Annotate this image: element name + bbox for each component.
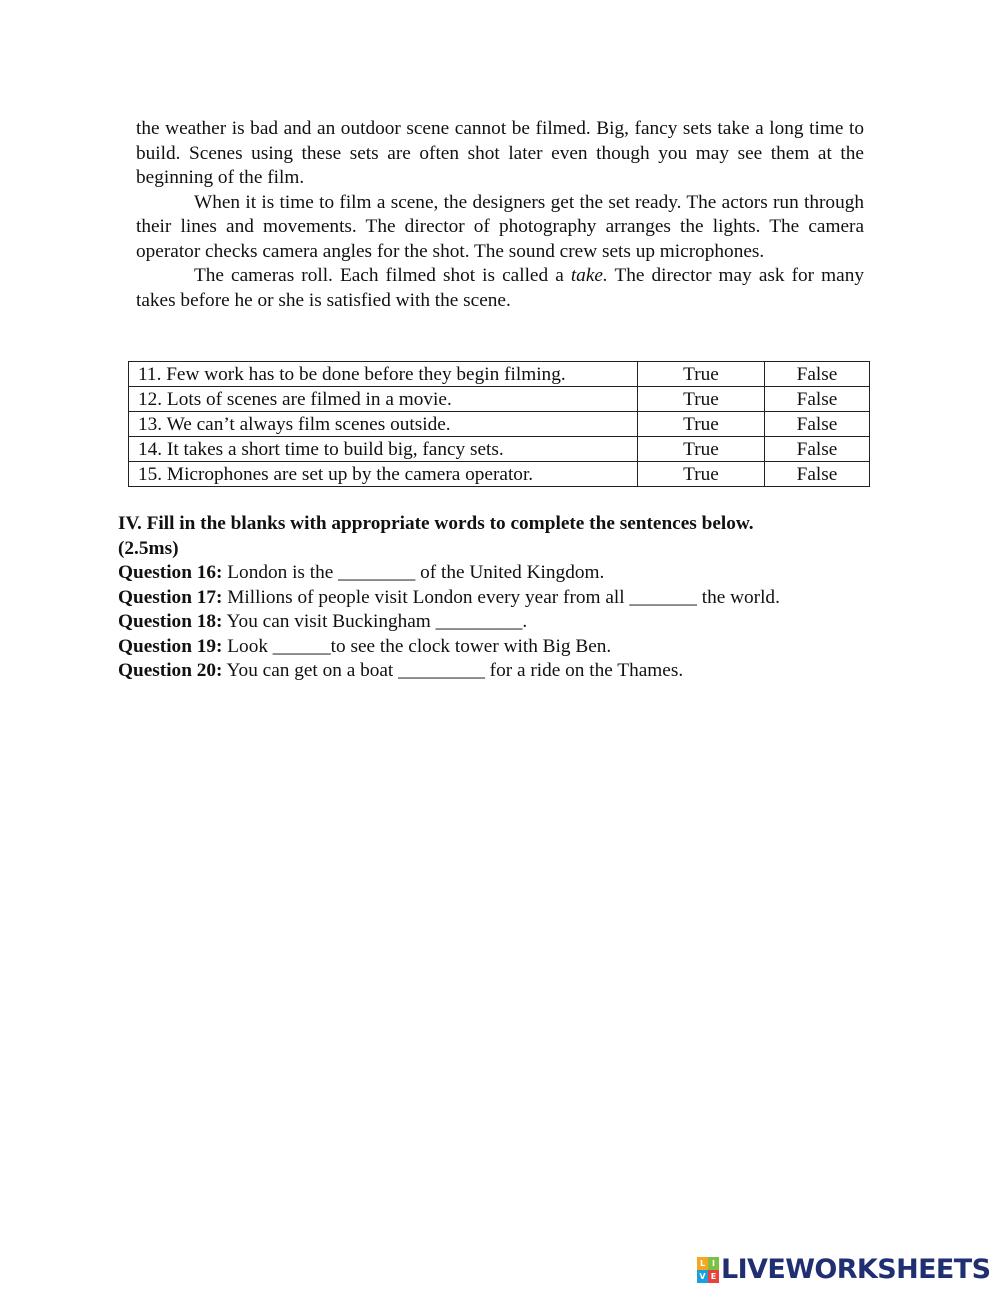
section-heading: IV. Fill in the blanks with appropriate words to complete the sentences below. xyxy=(118,513,754,534)
fill-in-blanks-section xyxy=(118,512,878,684)
false-option-14[interactable]: False xyxy=(765,437,870,462)
passage-paragraph-1: the weather is bad and an outdoor scene cannot be filmed. Big, fancy sets take a long time to build. Scenes using these sets are often shot later even though you may see them at the beginning of the film. xyxy=(136,118,864,188)
question-text: Look ______to see the clock tower with Big Ben. xyxy=(222,635,612,657)
table-row xyxy=(129,412,870,437)
false-option-11[interactable]: False xyxy=(765,362,870,387)
statement-15: 15. Microphones are set up by the camera operator. xyxy=(129,462,638,487)
section-points: (2.5ms) xyxy=(118,537,179,559)
passage-paragraph-2: When it is time to film a scene, the designers get the set ready. The actors run through their lines and movements. The director of photography arranges the lights. The camera operator checks camera angles for the shot. The sound crew sets up microphones. xyxy=(136,191,864,262)
brand-name: LIVEWORKSHEETS xyxy=(721,1254,991,1285)
question-text: You can visit Buckingham _________. xyxy=(222,611,528,632)
reading-passage xyxy=(136,117,864,313)
false-option-15[interactable]: False xyxy=(765,462,870,487)
statement-12: 12. Lots of scenes are filmed in a movie. xyxy=(129,387,638,412)
statement-13: 13. We can’t always film scenes outside. xyxy=(129,412,638,437)
statement-14: 14. It takes a short time to build big, fancy sets. xyxy=(129,437,638,462)
question-text: You can get on a boat _________ for a ride on the Thames. xyxy=(222,660,684,681)
true-option-15[interactable]: True xyxy=(638,462,765,487)
table-row xyxy=(129,362,870,387)
passage-p3-start: The cameras roll. Each filmed shot is called a xyxy=(194,265,571,286)
question-20 xyxy=(118,659,878,684)
table-row xyxy=(129,387,870,412)
question-text: London is the ________ of the United Kingdom. xyxy=(222,562,605,583)
true-option-12[interactable]: True xyxy=(638,387,765,412)
true-option-14[interactable]: True xyxy=(638,437,765,462)
false-option-13[interactable]: False xyxy=(765,412,870,437)
false-option-12[interactable]: False xyxy=(765,387,870,412)
logo-letter-i: I xyxy=(708,1257,719,1270)
question-label: Question 16: xyxy=(118,562,223,583)
question-label: Question 20: xyxy=(118,660,223,681)
logo-letter-e: E xyxy=(708,1270,719,1283)
question-17 xyxy=(118,586,878,611)
liveworksheets-brand xyxy=(697,1255,990,1285)
question-16 xyxy=(118,561,878,586)
passage-italic-take: take. xyxy=(570,265,608,286)
question-text: Millions of people visit London every year from all _______ the world. xyxy=(222,586,780,608)
question-19 xyxy=(118,635,878,660)
table-row xyxy=(129,437,870,462)
passage-p3-end: The director may ask for many takes before he or she is satisfied with the scene. xyxy=(136,265,864,311)
table-row xyxy=(129,462,870,487)
question-label: Question 17: xyxy=(118,586,223,608)
true-option-13[interactable]: True xyxy=(638,412,765,437)
statement-11: 11. Few work has to be done before they begin filming. xyxy=(129,362,638,387)
true-false-table xyxy=(128,361,870,487)
logo-letter-v: V xyxy=(697,1270,708,1283)
logo-letter-l: L xyxy=(697,1257,708,1270)
question-18 xyxy=(118,610,878,635)
question-label: Question 19: xyxy=(118,635,223,657)
liveworksheets-logo-icon xyxy=(697,1257,719,1283)
passage-paragraph-3 xyxy=(136,264,864,313)
question-label: Question 18: xyxy=(118,611,223,632)
true-option-11[interactable]: True xyxy=(638,362,765,387)
